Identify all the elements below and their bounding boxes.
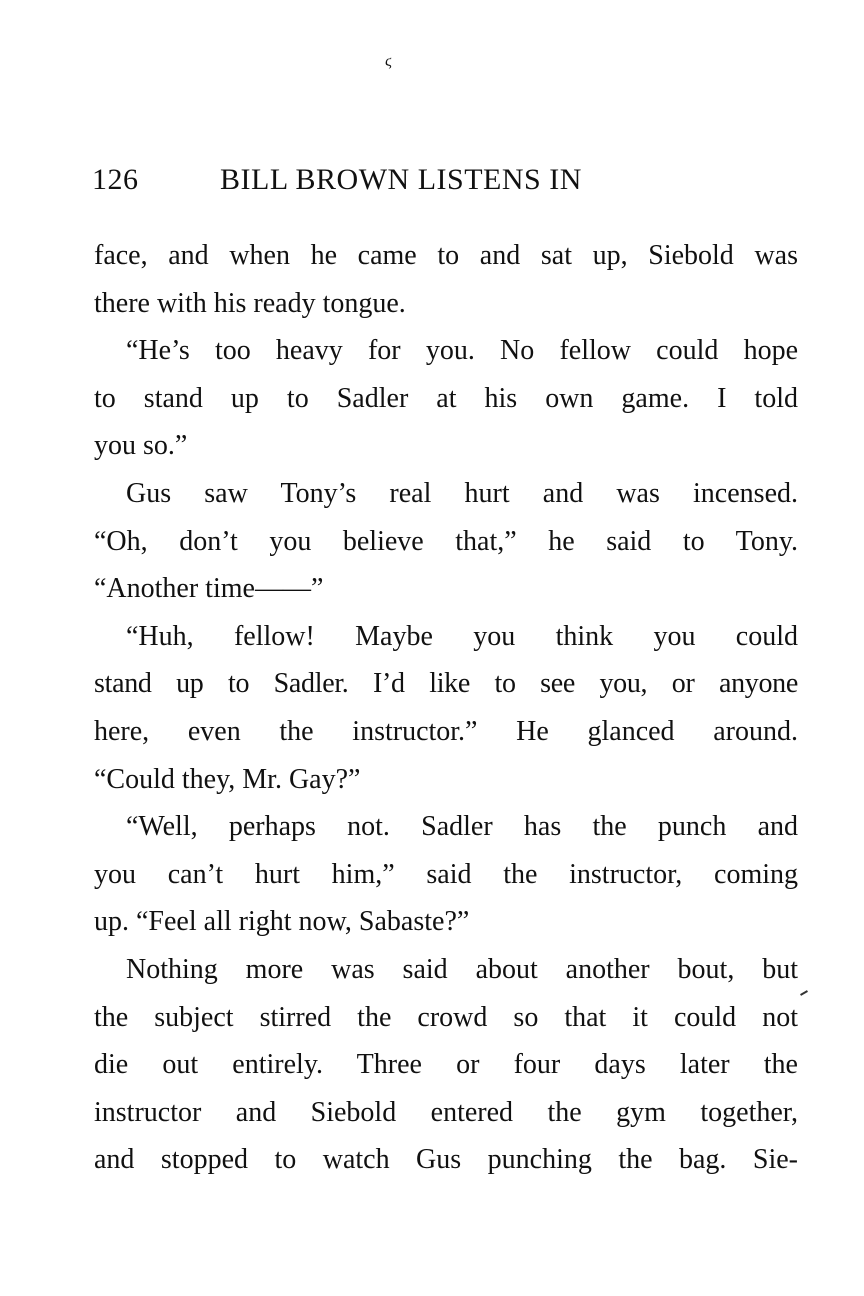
printing-speck: ϛ — [385, 53, 392, 70]
text-line: there with his ready tongue. — [94, 287, 406, 319]
text-line: you so.” — [94, 430, 188, 462]
text-line: stand up to Sadler. I’d like to see you, or anyone — [94, 668, 798, 700]
text-line: up. “Feel all right now, Sabaste?” — [94, 906, 470, 938]
text-line: “Another time——” — [94, 573, 324, 605]
text-line: you can’t hurt him,” said the instructor, coming — [94, 858, 798, 890]
text-line: die out entirely. Three or four days later the — [94, 1049, 798, 1081]
text-line: “Huh, fellow! Maybe you think you could — [126, 620, 798, 652]
text-line: and stopped to watch Gus punching the bag. Sie- — [94, 1144, 798, 1176]
text-line: “He’s too heavy for you. No fellow could hope — [126, 335, 798, 367]
text-line: to stand up to Sadler at his own game. I told — [94, 382, 798, 414]
body-text — [94, 232, 798, 1184]
page-number: 126 — [92, 163, 139, 196]
text-line: “Well, perhaps not. Sadler has the punch and — [126, 811, 798, 843]
running-head-title: BILL BROWN LISTENS IN — [220, 163, 582, 196]
running-head — [92, 160, 812, 200]
text-line: the subject stirred the crowd so that it could not — [94, 1001, 798, 1033]
text-line: Nothing more was said about another bout, but — [126, 953, 798, 985]
text-line: face, and when he came to and sat up, Siebold was — [94, 240, 798, 271]
text-line: “Oh, don’t you believe that,” he said to Tony. — [94, 525, 798, 557]
text-line: “Could they, Mr. Gay?” — [94, 763, 361, 795]
text-line: here, even the instructor.” He glanced around. — [94, 715, 798, 747]
stray-ink-mark — [800, 990, 808, 996]
text-line: instructor and Siebold entered the gym together, — [94, 1096, 798, 1128]
text-line: Gus saw Tony’s real hurt and was incensed. — [126, 477, 798, 509]
